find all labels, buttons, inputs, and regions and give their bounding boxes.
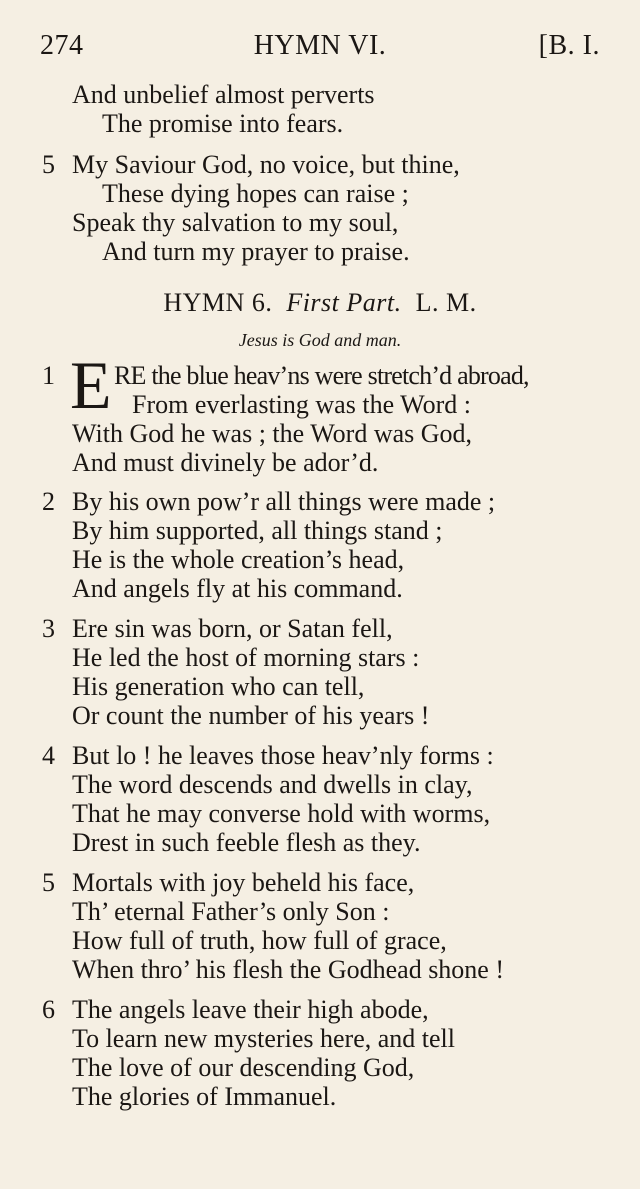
verse-line: How full of truth, how full of grace,	[72, 926, 447, 955]
verse-line: With God he was ; the Word was God,	[72, 419, 473, 448]
verse-line: But lo ! he leaves those heav’nly forms :	[72, 741, 494, 770]
verse-line: To learn new mysteries here, and tell	[72, 1024, 455, 1053]
verse-line: RE the blue heav’ns were stretch’d abroad,	[114, 361, 529, 390]
verse-line: Mortals with joy beheld his face,	[72, 868, 415, 897]
verse-line: And turn my prayer to praise.	[102, 237, 410, 266]
hymn-meter: L. M.	[415, 288, 477, 317]
verse-line: And angels fly at his command.	[72, 574, 403, 603]
verse-line: By him supported, all things stand ;	[72, 516, 443, 545]
verse-line: The glories of Immanuel.	[72, 1082, 337, 1111]
drop-cap: E	[70, 347, 112, 423]
verse-line: The angels leave their high abode,	[72, 995, 429, 1024]
verse-number: 5	[42, 150, 55, 179]
verse-number: 5	[42, 868, 55, 897]
hymn-subtitle: Jesus is God and man.	[238, 330, 402, 350]
verse-line: My Saviour God, no voice, but thine,	[72, 150, 460, 179]
verse-number: 6	[42, 995, 55, 1024]
verse-line: Drest in such feeble flesh as they.	[72, 828, 421, 857]
verse-line: Speak thy salvation to my soul,	[72, 208, 399, 237]
verse-line: Ere sin was born, or Satan fell,	[72, 614, 393, 643]
book-reference: [B. I.	[538, 30, 600, 61]
verse-line: His generation who can tell,	[72, 672, 365, 701]
verse-line: Or count the number of his years !	[72, 701, 430, 730]
verse-number: 1	[42, 361, 55, 390]
verse-number: 2	[42, 487, 55, 516]
hymn-title	[0, 288, 640, 318]
verse-line: And must divinely be ador’d.	[72, 448, 379, 477]
page-number: 274	[40, 30, 84, 61]
page-header	[40, 30, 600, 66]
verse-line: By his own pow’r all things were made ;	[72, 487, 496, 516]
verse-line: The promise into fears.	[102, 109, 344, 138]
hymn-part: First Part.	[286, 288, 402, 317]
running-title: HYMN VI.	[253, 30, 387, 61]
verse-line: He is the whole creation’s head,	[72, 545, 405, 574]
verse-line: He led the host of morning stars :	[72, 643, 420, 672]
verse-line: From everlasting was the Word :	[132, 390, 471, 419]
verse-line: These dying hopes can raise ;	[102, 179, 409, 208]
verse-line: The love of our descending God,	[72, 1053, 415, 1082]
verse-number: 3	[42, 614, 55, 643]
verse-line: That he may converse hold with worms,	[72, 799, 491, 828]
verse-line: And unbelief almost perverts	[72, 80, 375, 109]
hymn-label: HYMN 6.	[163, 288, 273, 317]
verse-line: When thro’ his flesh the Godhead shone !	[72, 955, 505, 984]
verse-line: The word descends and dwells in clay,	[72, 770, 473, 799]
verse-number: 4	[42, 741, 55, 770]
verse-line: Th’ eternal Father’s only Son :	[72, 897, 390, 926]
